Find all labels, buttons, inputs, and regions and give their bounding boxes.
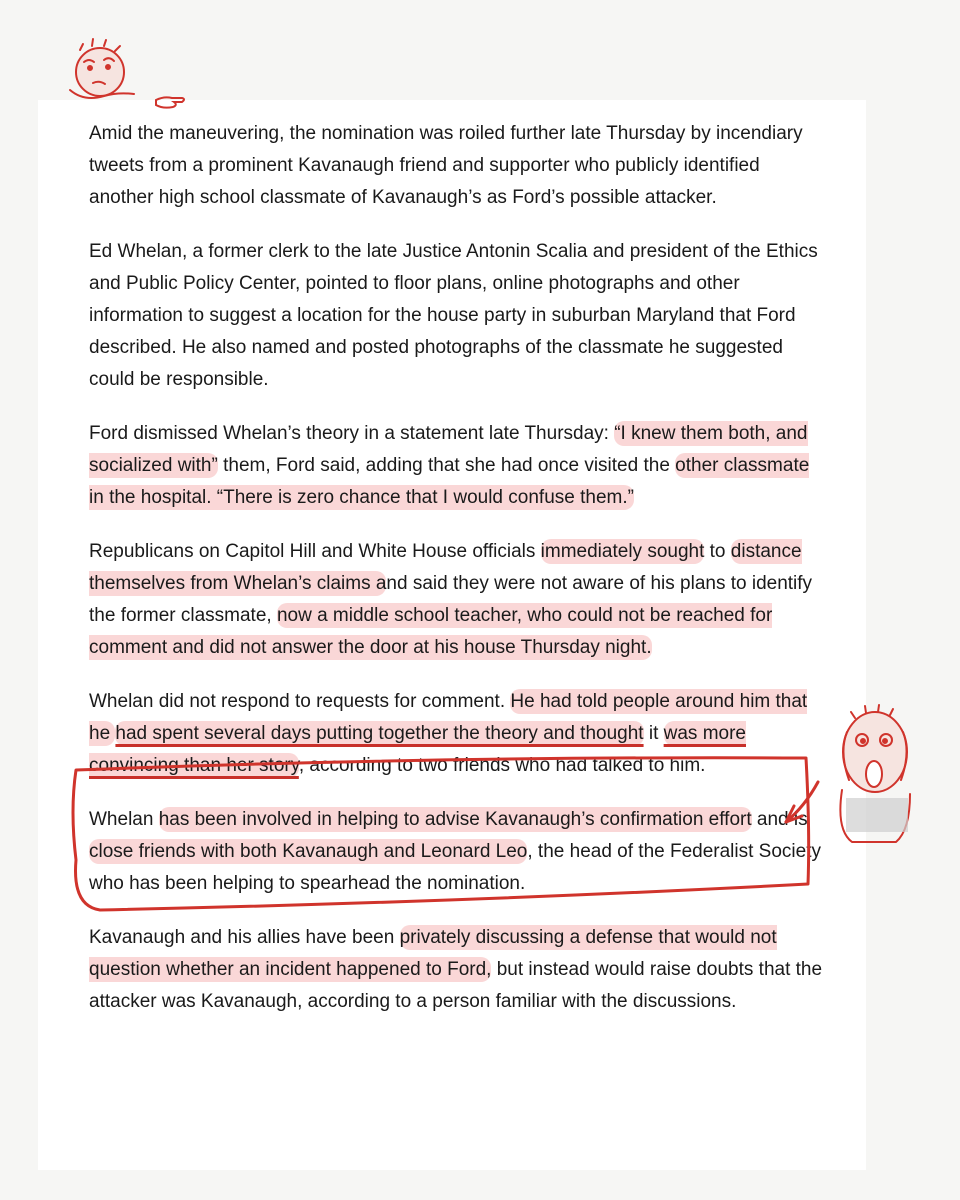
paragraph-3: Ford dismissed Whelan’s theory in a statement late Thursday: “I knew them both, and socialized with” them, Ford said, adding that she had once visited the other classmate in the hospital. “There is zero chance that I would confuse them.” (89, 423, 810, 508)
highlight: distance themselves from Whelan’s claims a (89, 541, 802, 594)
pondering-face-doodle (70, 39, 134, 98)
highlight: “I knew them both, and socialized with” (89, 423, 808, 476)
paragraph-7: Kavanaugh and his allies have been privately discussing a defense that would not question whether an incident happened to Ford, but instead would raise doubts that the attacker was Kavanaugh, according to a person familiar with the discussions. (89, 927, 823, 1012)
paragraph-6: Whelan has been involved in helping to advise Kavanaugh’s confirmation effort and is close friends with both Kavanaugh and Leonard Leo, the head of the Federalist Society who has been helping to spearhead the nomination. (89, 809, 821, 894)
highlight: He had told people around him that he (89, 691, 808, 744)
highlight: has been involved in helping to advise Kavanaugh’s confirmation effort (158, 809, 752, 830)
underlined-highlight: was more convincing than her story (89, 723, 746, 776)
paragraph-1: Amid the maneuvering, the nomination was roiled further late Thursday by incendiary tweets from a prominent Kavanaugh friend and supporter who publicly identified another high school classmate of Kavanaugh’s as Ford’s possible attacker. (89, 123, 803, 208)
paragraph-5: Whelan did not respond to requests for comment. He had told people around him that he had spent several days putting together the theory and thought it was more convincing than her story, according to two friends who had talked to him. (89, 691, 808, 776)
highlight: privately discussing a defense that would not question whether an incident happened to Ford, (89, 927, 777, 980)
paragraph-2: Ed Whelan, a former clerk to the late Justice Antonin Scalia and president of the Ethics and Public Policy Center, pointed to floor plans, online photographs and other information to suggest a location for the house party in suburban Maryland that Ford described. He also named and posted photographs of the classmate he suggested could be responsible. (89, 241, 818, 390)
paragraph-4: Republicans on Capitol Hill and White House officials immediately sought to distance themselves from Whelan’s claims and said they were not aware of his plans to identify the former classmate, now a middle school teacher, who could not be reached for comment and did not answer the door at his house Thursday night. (89, 541, 813, 658)
underlined-highlight: had spent several days putting together the theory and thought (115, 723, 644, 744)
highlight: immediately sought (540, 541, 705, 562)
highlight: other classmate in the hospital. “There is zero chance that I would confuse them.” (89, 455, 810, 508)
article-text (89, 118, 829, 1040)
highlight: close friends with both Kavanaugh and Leonard Leo (89, 841, 528, 862)
highlight: now a middle school teacher, who could not be reached for comment and did not answer the door at his house Thursday night. (89, 605, 773, 658)
